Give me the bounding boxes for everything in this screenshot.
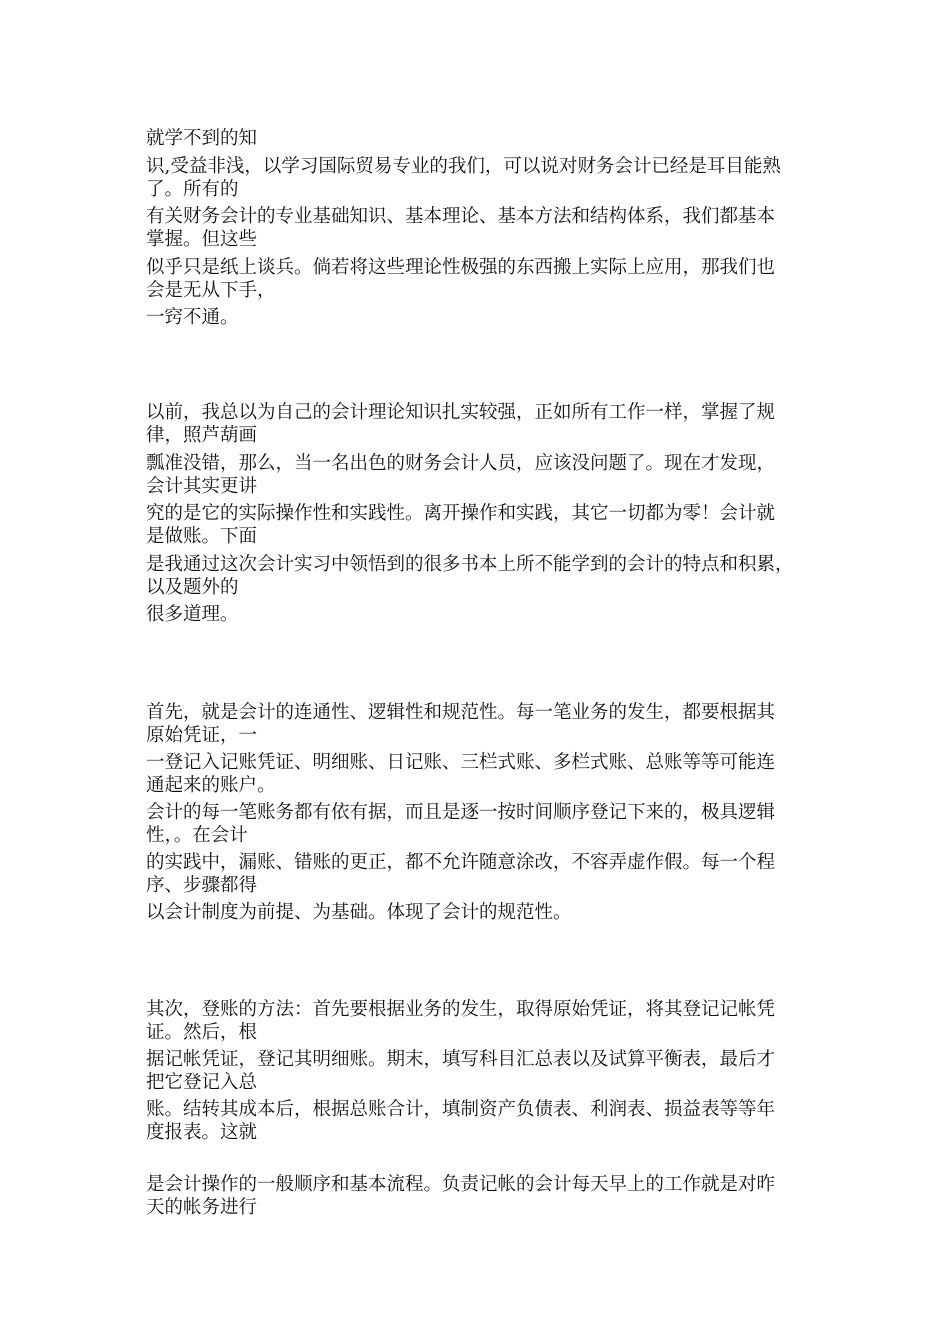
text-line: 度报表。这就 — [146, 1122, 258, 1143]
text-line: 有关财务会计的专业基础知识、基本理论、基本方法和结构体系，我们都基本 — [146, 206, 776, 227]
text-line: 以会计制度为前提、为基础。体现了会计的规范性。 — [146, 902, 572, 923]
text-line: 通起来的账户。 — [146, 775, 276, 796]
text-line: 是会计操作的一般顺序和基本流程。负责记帐的会计每天早上的工作就是对昨 — [146, 1174, 776, 1195]
text-line: 首先，就是会计的连通性、逻辑性和规范性。每一笔业务的发生，都要根据其 — [146, 702, 776, 723]
text-line: 掌握。但这些 — [146, 229, 258, 250]
text-line: 证。然后，根 — [146, 1022, 258, 1043]
text-line: 了。所有的 — [146, 179, 239, 200]
text-line: 是做账。下面 — [146, 526, 258, 547]
text-line: 是我通过这次会计实习中领悟到的很多书本上所不能学到的会计的特点和积累， — [146, 554, 794, 575]
text-line: 似乎只是纸上谈兵。倘若将这些理论性极强的东西搬上实际上应用，那我们也 — [146, 257, 776, 278]
text-line: 把它登记入总 — [146, 1072, 258, 1093]
text-line: 序、步骤都得 — [146, 875, 258, 896]
text-line: 识,受益非浅，以学习国际贸易专业的我们，可以说对财务会计已经是耳目能熟 — [146, 156, 781, 177]
text-line: 据记帐凭证，登记其明细账。期末，填写科目汇总表以及试算平衡表，最后才 — [146, 1049, 776, 1070]
text-line: 其次，登账的方法：首先要根据业务的发生，取得原始凭证，将其登记记帐凭 — [146, 999, 776, 1020]
text-line: 会是无从下手， — [146, 280, 276, 301]
text-line: 一窍不通。 — [146, 307, 239, 328]
text-line: 以及题外的 — [146, 577, 239, 598]
text-line: 天的帐务进行 — [146, 1197, 258, 1218]
text-line: 究的是它的实际操作性和实践性。离开操作和实践，其它一切都为零！会计就 — [146, 503, 776, 524]
text-line: 性，。在会计 — [146, 825, 248, 846]
text-line: 的实践中，漏账、错账的更正，都不允许随意涂改，不容弄虚作假。每一个程 — [146, 852, 776, 873]
text-line: 很多道理。 — [146, 604, 239, 625]
text-line: 原始凭证，一 — [146, 725, 258, 746]
text-line: 以前，我总以为自己的会计理论知识扎实较强，正如所有工作一样，掌握了规 — [146, 402, 776, 423]
text-line: 一登记入记账凭证、明细账、日记账、三栏式账、多栏式账、总账等等可能连 — [146, 752, 776, 773]
text-line: 账。结转其成本后，根据总账合计，填制资产负债表、利润表、损益表等等年 — [146, 1099, 776, 1120]
text-line: 会计其实更讲 — [146, 476, 258, 497]
text-line: 会计的每一笔账务都有依有据，而且是逐一按时间顺序登记下来的，极具逻辑 — [146, 802, 776, 823]
text-line: 律，照芦葫画 — [146, 425, 258, 446]
text-line: 瓢准没错，那么，当一名出色的财务会计人员，应该没问题了。现在才发现， — [146, 453, 776, 474]
text-line: 就学不到的知 — [146, 128, 258, 149]
